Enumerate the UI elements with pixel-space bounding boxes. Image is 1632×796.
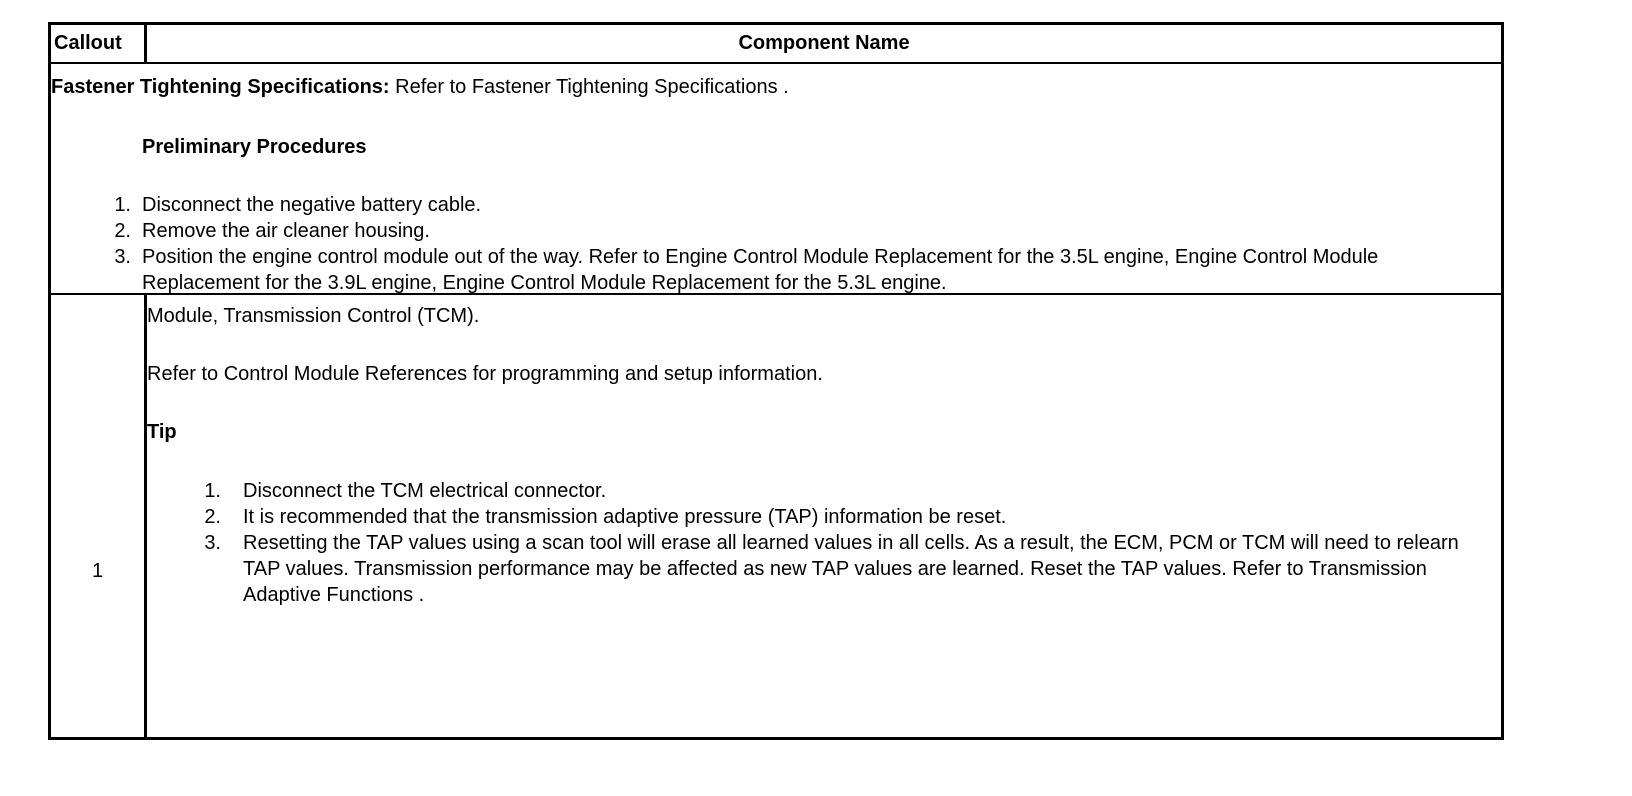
step-text: Remove the air cleaner housing. <box>142 220 430 242</box>
step-number: 3. <box>114 246 131 268</box>
preliminary-procedures-heading: Preliminary Procedures <box>142 136 367 158</box>
step-text: Resetting the TAP values using a scan tool will erase all learned values in all cells. As a result, the ECM, PCM or TCM will need to relearn TAP values. Transmission performance may be affected as new TAP values are learned. Reset the TAP values. Refer to Transmission Adaptive Functions . <box>243 532 1459 606</box>
fastener-specs-label: Fastener Tightening Specifications: <box>51 76 390 98</box>
step-text: Disconnect the TCM electrical connector. <box>243 480 607 502</box>
fastener-specs-line <box>51 76 789 99</box>
step-text: Disconnect the negative battery cable. <box>142 194 482 216</box>
component-reference[interactable]: Refer to Control Module References for programming and setup information. <box>147 363 823 385</box>
step-text: Position the engine control module out of the way. Refer to Engine Control Module Replacement for the 3.5L engine, Engine Control Module Replacement for the 3.9L engine, Engine Control Module Replacement for the 5.3L engine. <box>142 246 1379 294</box>
step-number: 2. <box>114 220 131 242</box>
step-number: 2. <box>204 506 221 528</box>
step-number: 1. <box>204 480 221 502</box>
fastener-specs-link-text[interactable]: Refer to Fastener Tightening Specifications . <box>389 76 789 98</box>
table-header-row <box>51 25 1501 64</box>
component-name-column-header: Component Name <box>738 32 910 54</box>
step-text: It is recommended that the transmission adaptive pressure (TAP) information be reset. <box>243 506 1007 528</box>
preliminary-procedures-row <box>51 64 1501 295</box>
component-name: Module, Transmission Control (TCM). <box>147 305 480 327</box>
callout-column-header: Callout <box>54 32 122 54</box>
procedure-table <box>48 22 1504 740</box>
step-number: 3. <box>204 532 221 554</box>
step-number: 1. <box>114 194 131 216</box>
component-row <box>51 295 1501 737</box>
callout-number: 1 <box>91 560 104 582</box>
tip-heading: Tip <box>147 421 177 443</box>
